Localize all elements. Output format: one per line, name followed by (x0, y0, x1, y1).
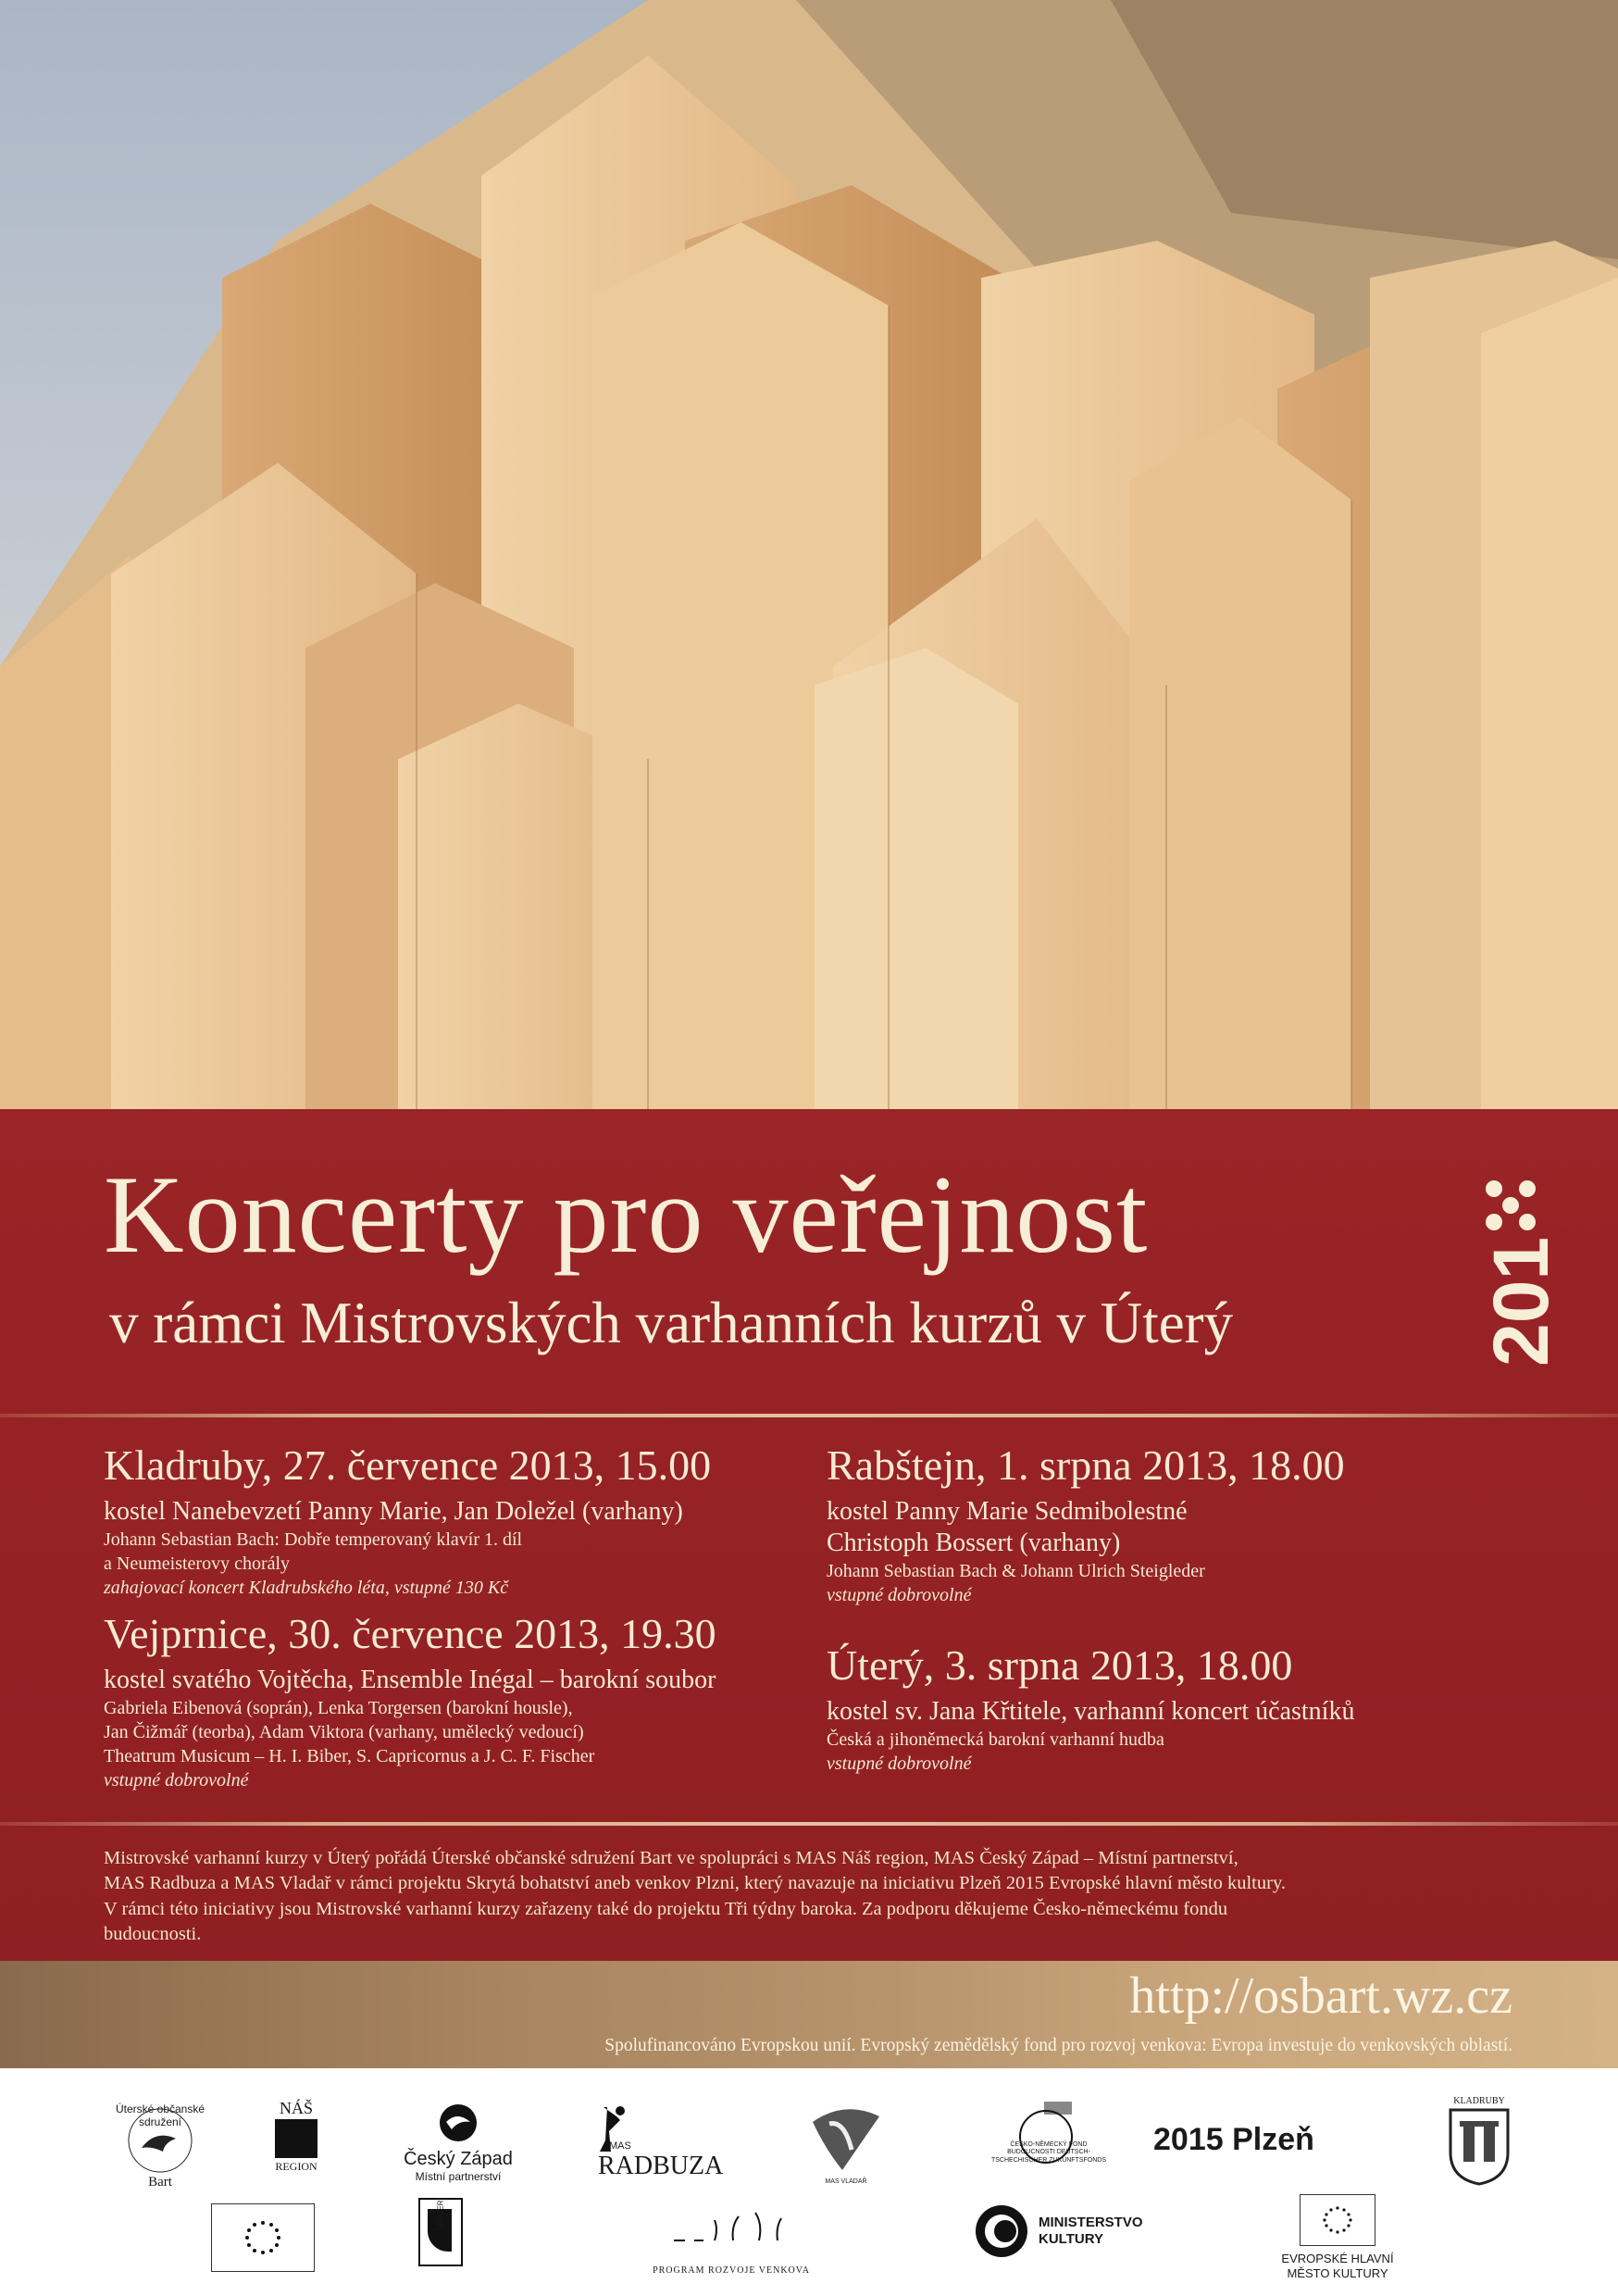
concert-kladruby (104, 1441, 712, 1601)
mas-label: MAS (609, 2140, 631, 2152)
nas-region-top: NÁŠ (279, 2099, 313, 2117)
concert-note: vstupné dobrovolné (827, 1585, 972, 1606)
organ-pipes-illustration (0, 0, 1618, 1109)
ehmk-line-1: EVROPSKÉ HLAVNÍ (1281, 2252, 1394, 2265)
concert-utery (827, 1641, 1355, 1777)
concert-program: Gabriela Eibenová (soprán), Lenka Torgersen (barokní housle), (104, 1698, 573, 1719)
ministerstvo-kultury-logo (972, 2202, 1148, 2261)
info-line: Mistrovské varhanní kurzy v Úterý pořádá Úterské občanské sdružení Bart ve spolupráci s MAS Náš region, MAS Český Západ – Místní partnerství, (104, 1848, 1238, 1868)
eu-flag-icon (211, 2203, 315, 2272)
mas-radbuza-logo (592, 2103, 724, 2180)
ehmk-line-2: MĚSTO KULTURY (1287, 2265, 1388, 2280)
concert-vejprnice (104, 1610, 716, 1793)
eu-stars-icon (1301, 2195, 1375, 2245)
plzen-2015-logo: 2015 Plzeň (1153, 2122, 1314, 2157)
info-line: budoucnosti. (104, 1923, 202, 1944)
kladruby-label: KLADRUBY (1453, 2096, 1505, 2106)
concert-rabstejn (827, 1441, 1345, 1608)
eu-stars-icon (212, 2204, 314, 2271)
year-2013-logo (1474, 1168, 1564, 1366)
ehmk-logo (1277, 2194, 1398, 2280)
concert-program: Johann Sebastian Bach & Johann Ulrich Steigleder (827, 1561, 1205, 1582)
nas-region-logo (268, 2100, 324, 2174)
website-link[interactable]: http://osbart.wz.cz (1129, 1967, 1512, 2025)
organizer-info (104, 1846, 1520, 1947)
ministry-name (1039, 2215, 1143, 2248)
bart-name: Bart (148, 2175, 172, 2190)
concert-heading: Vejprnice, 30. července 2013, 19.30 (104, 1610, 716, 1657)
divider-top (0, 1414, 1618, 1417)
concert-program: a Neumeisterovy chorály (104, 1554, 291, 1575)
coat-of-arms-icon (1447, 2106, 1512, 2186)
concert-program: Jan Čižmář (teorba), Adam Viktora (varhany, umělecký vedoucí) (104, 1722, 584, 1743)
concert-note: zahajovací koncert Kladrubského léta, vstupné 130 Kč (104, 1578, 509, 1599)
organ-pipes-photo (0, 0, 1618, 1109)
cesky-zapad-logo (398, 2102, 518, 2183)
map-icon (275, 2119, 317, 2158)
leader-logo (405, 2198, 476, 2230)
page-title: Koncerty pro veřejnost (104, 1153, 1149, 1276)
concert-venue: kostel sv. Jana Křtitele, varhanní koncert účastníků (827, 1697, 1355, 1726)
concert-program: Theatrum Musicum – H. I. Biber, S. Capricornus a J. C. F. Fischer (104, 1746, 595, 1767)
bart-logo (109, 2094, 211, 2190)
concert-program: Česká a jihoněmecká barokní varhanní hudba (827, 1729, 1164, 1751)
divider-bottom (0, 1822, 1618, 1826)
concert-venue: kostel Panny Marie Sedmibolestné (827, 1497, 1188, 1526)
ministry-emblem-icon (972, 2202, 1031, 2261)
ministry-line-1: MINISTERSTVO (1039, 2215, 1143, 2230)
prv-logo (639, 2203, 824, 2276)
cesky-zapad-name: Český Západ (404, 2149, 513, 2169)
cofinancing-note: Spolufinancováno Evropskou unií. Evropský zemědělský fond pro rozvoj venkova: Evropa investuje do venkovských oblastí. (604, 2036, 1512, 2055)
eu-flag-icon (1300, 2194, 1375, 2246)
mas-vladar-logo (807, 2103, 885, 2185)
concert-heading: Rabštejn, 1. srpna 2013, 18.00 (827, 1441, 1345, 1489)
info-line: MAS Radbuza a MAS Vladař v rámci projektu Skrytá bohatství aneb venkov Plzni, který navazuje na iniciativu Plzeň 2015 Evropské hlavní město kultury. (104, 1873, 1286, 1894)
cesky-zapad-icon (435, 2102, 481, 2144)
cesky-zapad-sub: Místní partnerství (415, 2170, 502, 2183)
prv-label: PROGRAM ROZVOJE VENKOVA (653, 2265, 810, 2276)
svg-text:201: 201 (1477, 1236, 1564, 1366)
concert-heading: Úterý, 3. srpna 2013, 18.00 (827, 1641, 1293, 1689)
vladar-emblem-icon (807, 2103, 885, 2174)
concert-venue: kostel Nanebevzetí Panny Marie, Jan Doležel (varhany) (104, 1497, 683, 1526)
concert-note: vstupné dobrovolné (104, 1770, 249, 1791)
concert-performer: Christoph Bossert (varhany) (827, 1529, 1121, 1558)
vladar-name: MAS VLADAŘ (825, 2178, 867, 2185)
concert-venue: kostel svatého Vojtěcha, Ensemble Inégal – barokní soubor (104, 1666, 716, 1694)
info-line: V rámci této iniciativy jsou Mistrovské varhanní kurzy zařazeny také do projektu Tři týdny baroka. Za podporu děkujeme Česko-německému fondu (104, 1898, 1228, 1919)
nas-region-bottom: REGION (275, 2160, 317, 2173)
eu-flag-logo-1 (211, 2203, 315, 2272)
fond-budoucnosti-logo (989, 2100, 1109, 2165)
radbuza-name: RADBUZA (598, 2152, 724, 2180)
concert-note: vstupné dobrovolné (827, 1753, 972, 1775)
kladruby-crest-logo (1442, 2096, 1516, 2190)
concert-heading: Kladruby, 27. července 2013, 15.00 (104, 1441, 712, 1489)
prv-plants-icon (666, 2203, 796, 2255)
bart-arc-text: Úterské občanské sdružení (115, 2103, 205, 2128)
ministry-line-2: KULTURY (1039, 2231, 1103, 2247)
fond-text: ČESKO-NĚMECKÝ FOND BUDOUCNOSTI DEUTSCH-TSCHECHISCHER ZUKUNFTSFONDS (990, 2141, 1107, 2164)
leader-label: LEADER (436, 2200, 445, 2230)
page-subtitle: v rámci Mistrovských varhanních kurzů v Úterý (109, 1291, 1234, 1355)
concert-program: Johann Sebastian Bach: Dobře temperovaný klavír 1. díl (104, 1529, 523, 1551)
